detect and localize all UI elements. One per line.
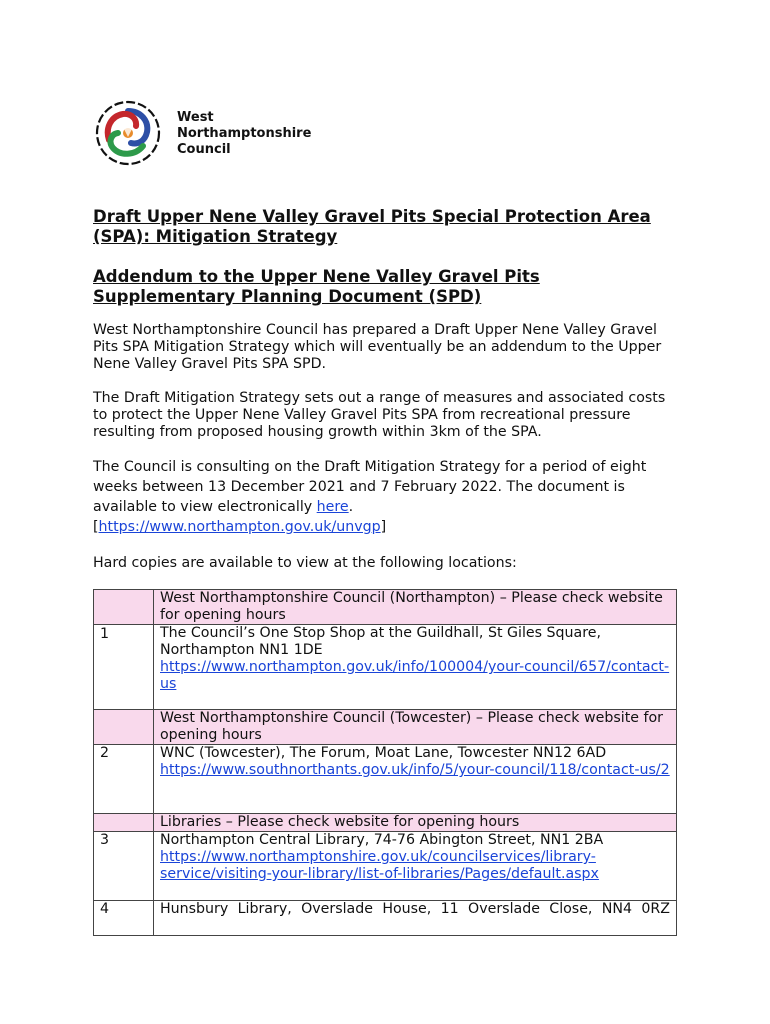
table-row — [94, 710, 677, 745]
location-number-cell — [94, 590, 154, 625]
location-url-link[interactable]: https://www.southnorthants.gov.uk/info/5/your-council/118/contact-us/2 — [160, 762, 670, 778]
table-row — [94, 590, 677, 625]
location-number: 2 — [94, 745, 154, 814]
location-header: West Northamptonshire Council (Towcester) – Please check website for opening hours — [154, 710, 677, 745]
location-number-cell — [94, 814, 154, 832]
council-logo-mark — [93, 98, 163, 168]
consultation-paragraph — [93, 457, 683, 537]
table-row — [94, 625, 677, 710]
table-row — [94, 814, 677, 832]
intro-paragraph: West Northamptonshire Council has prepared a Draft Upper Nene Valley Gravel Pits SPA Mitigation Strategy which will eventually be an addendum to the Upper Nene Valley Gravel Pits SPA SPD. — [93, 322, 662, 373]
location-address: WNC (Towcester), The Forum, Moat Lane, Towcester NN12 6AD — [160, 745, 607, 761]
location-header: West Northamptonshire Council (Northampton) – Please check website for opening hours — [154, 590, 677, 625]
logo-line-3: Council — [177, 142, 231, 157]
location-address: Hunsbury Library, Overslade House, 11 Overslade Close, NN4 0RZ — [154, 901, 677, 936]
location-details — [154, 625, 677, 710]
hard-copies-paragraph: Hard copies are available to view at the following locations: — [93, 555, 517, 571]
location-number: 4 — [94, 901, 154, 936]
location-address: Northampton Central Library, 74-76 Abington Street, NN1 2BA — [160, 832, 604, 848]
council-logo — [93, 98, 333, 170]
table-row — [94, 901, 677, 936]
locations-table — [93, 589, 677, 936]
consultation-text: The Council is consulting on the Draft Mitigation Strategy for a period of eight weeks between 13 December 2021 and 7 February 2022. The document is available to view electronically — [93, 459, 647, 515]
location-number: 1 — [94, 625, 154, 710]
location-address: The Council’s One Stop Shop at the Guildhall, St Giles Square, Northampton NN1 1DE — [160, 625, 601, 658]
location-details — [154, 832, 677, 901]
table-row — [94, 832, 677, 901]
consultation-period: . — [348, 499, 354, 515]
location-url-link[interactable]: https://www.northampton.gov.uk/info/100004/your-council/657/contact-us — [160, 659, 670, 692]
table-row — [94, 745, 677, 814]
unvgp-url-link[interactable]: https://www.northampton.gov.uk/unvgp — [98, 519, 381, 535]
document-title: Draft Upper Nene Valley Gravel Pits Special Protection Area (SPA): Mitigation Strategy — [93, 207, 651, 246]
location-number: 3 — [94, 832, 154, 901]
url-bracket-open: [ — [93, 519, 99, 535]
logo-line-1: West — [177, 110, 214, 125]
document-subtitle: Addendum to the Upper Nene Valley Gravel Pits Supplementary Planning Document (SPD) — [93, 267, 540, 306]
logo-line-2: Northamptonshire — [177, 126, 312, 141]
location-header: Libraries – Please check website for opening hours — [154, 814, 677, 832]
council-logo-wordmark — [177, 110, 311, 158]
location-url-link[interactable]: https://www.northamptonshire.gov.uk/councilservices/library-service/visiting-your-library/list-of-libraries/Pages/default.aspx — [160, 849, 599, 882]
strategy-paragraph: The Draft Mitigation Strategy sets out a range of measures and associated costs to protect the Upper Nene Valley Gravel Pits SPA from recreational pressure resulting from proposed housing growth within 3km of the SPA. — [93, 390, 666, 441]
location-number-cell — [94, 710, 154, 745]
location-details — [154, 745, 677, 814]
here-link[interactable]: here — [316, 499, 349, 515]
url-bracket-close: ] — [380, 519, 387, 535]
